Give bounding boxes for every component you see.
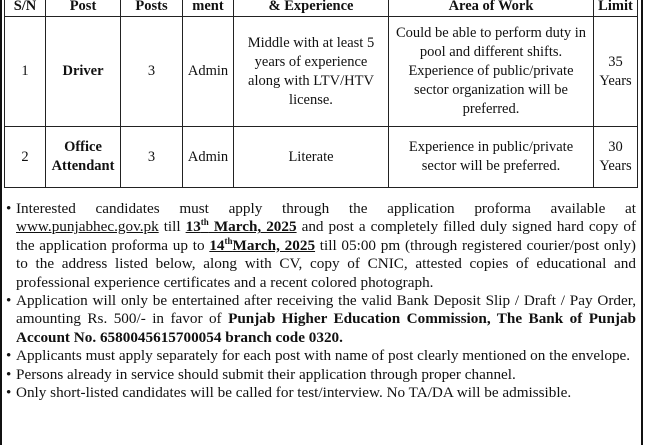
vacancy-table [4,0,638,188]
text: till [158,218,186,236]
header-age-limit: Limit [594,0,638,17]
text: Interested candidates must apply through the application proforma available at [16,200,636,217]
text: and post a completely filled duly signed hard copy of the application proforma up to [16,218,636,254]
table-row [5,127,638,188]
website-link[interactable]: www.punjabhec.gov.pk [16,218,159,236]
instructions-list [6,200,636,402]
header-qualification: & Experience [234,0,389,17]
table-header [5,0,638,17]
cell-post: Office Attendant [46,127,121,188]
cell-department: Admin [183,17,234,127]
header-posts: Posts [121,0,183,17]
cell-sn: 2 [5,127,46,188]
ordinal: th [224,235,233,246]
header-area-of-work: Area of Work [389,0,594,17]
cell-age-limit: 35 Years [594,17,638,127]
cell-department: Admin [183,127,234,188]
cell-qualification: Middle with at least 5 years of experience along with LTV/HTV license. [234,17,389,127]
table-row [5,17,638,127]
day: 13 [185,218,201,236]
deadline-online [186,218,297,235]
cell-area-of-work: Experience in public/private sector will be preferred. [389,127,594,188]
text: Application will only be entertained after receiving the valid Bank Deposit Slip / Draft / Pay Order, amounting Rs. 500/- in favor of [16,292,636,328]
instruction-item: • Only short-listed candidates will be called for test/interview. No TA/DA will be admissible. [6,384,636,402]
ordinal: th [200,217,209,228]
cell-posts: 3 [121,17,183,127]
instruction-item [6,200,636,292]
cell-qualification: Literate [234,127,389,188]
cell-age-limit: 30 Years [594,127,638,188]
header-sn: S/N [5,0,46,17]
instruction-item: • Applicants must apply separately for each post with name of post clearly mentioned on the envelope. [6,347,636,365]
deadline-hardcopy [209,237,315,254]
cell-posts: 3 [121,127,183,188]
month-year: March, 2025 [232,236,316,254]
instruction-item: • Persons already in service should submit their application through proper channel. [6,366,636,384]
cell-post: Driver [46,17,121,127]
cell-sn: 1 [5,17,46,127]
header-post: Post [46,0,121,17]
header-department: ment [183,0,234,17]
day: 14 [209,236,225,254]
bank-details: Punjab Higher Education Commission, The Bank of Punjab Account No. 6580045615700054 branch code 0320. [16,310,636,346]
cell-area-of-work: Could be able to perform duty in pool and different shifts. Experience of public/private sector organization will be preferred. [389,17,594,127]
text: till 05:00 pm (through registered courier/post only) to the address listed below, along with CV, copy of CNIC, attested copies of educational and professional experience certificates and a recent colored photograph. [16,236,636,291]
instruction-item [6,292,636,347]
month-year: March, 2025 [208,218,297,236]
